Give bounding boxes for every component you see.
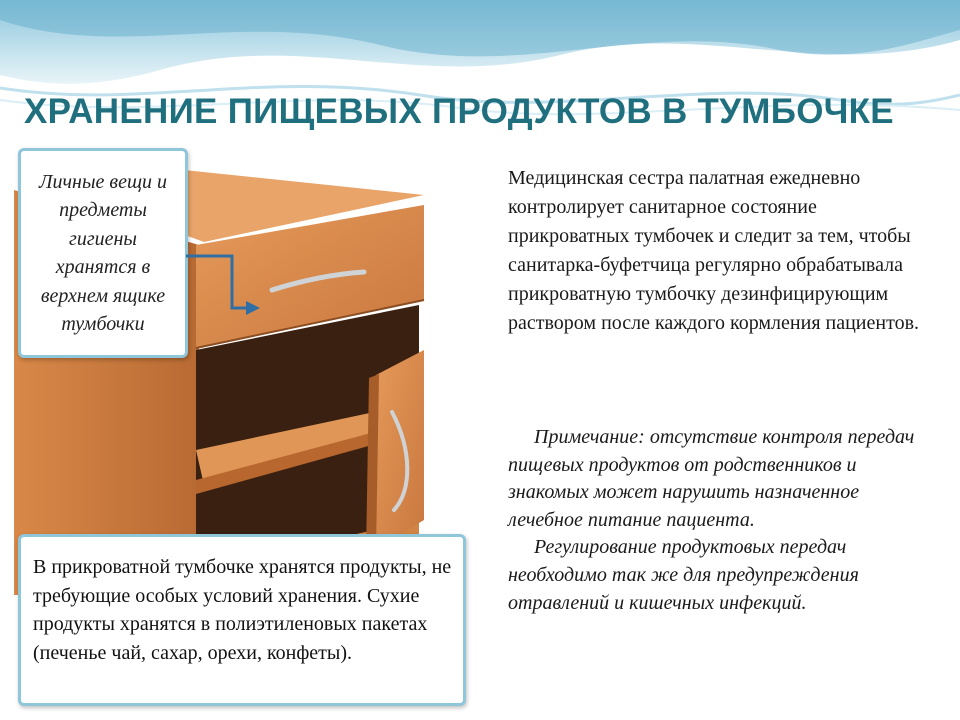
callout-food-storage-text: В прикроватной тумбочке хранятся продукты, не требующие особых условий хранения. Сухие продукты хранятся в полиэтиленовых пакетах (печенье чай, сахар, орехи, конфеты).: [33, 556, 452, 664]
note-paragraph-1: Примечание: отсутствие контроля передач пищевых продуктов от родственников и знакомых может нарушить назначенное лечебное питание пациента.: [508, 426, 915, 531]
page-title: ХРАНЕНИЕ ПИЩЕВЫХ ПРОДУКТОВ В ТУМБОЧКЕ: [24, 92, 894, 131]
note-paragraph-2: Регулирование продуктовых передач необходимо так же для предупреждения отравлений и кишечных инфекций.: [508, 536, 859, 614]
arrow-pointer-icon: [186, 248, 266, 328]
callout-personal-items-text: Личные вещи и предметы гигиены хранятся в верхнем ящике тумбочки: [38, 170, 168, 335]
note-block: [508, 424, 938, 617]
callout-food-storage: [18, 534, 466, 706]
callout-personal-items: [18, 148, 188, 358]
main-paragraph: Медицинская сестра палатная ежедневно контролирует санитарное состояние прикроватных тумбочек и следит за тем, чтобы санитарка-буфетчица регулярно обрабатывала прикроватную тумбочку дезинфицирующим раствором после каждого кормления пациентов.: [508, 167, 920, 334]
